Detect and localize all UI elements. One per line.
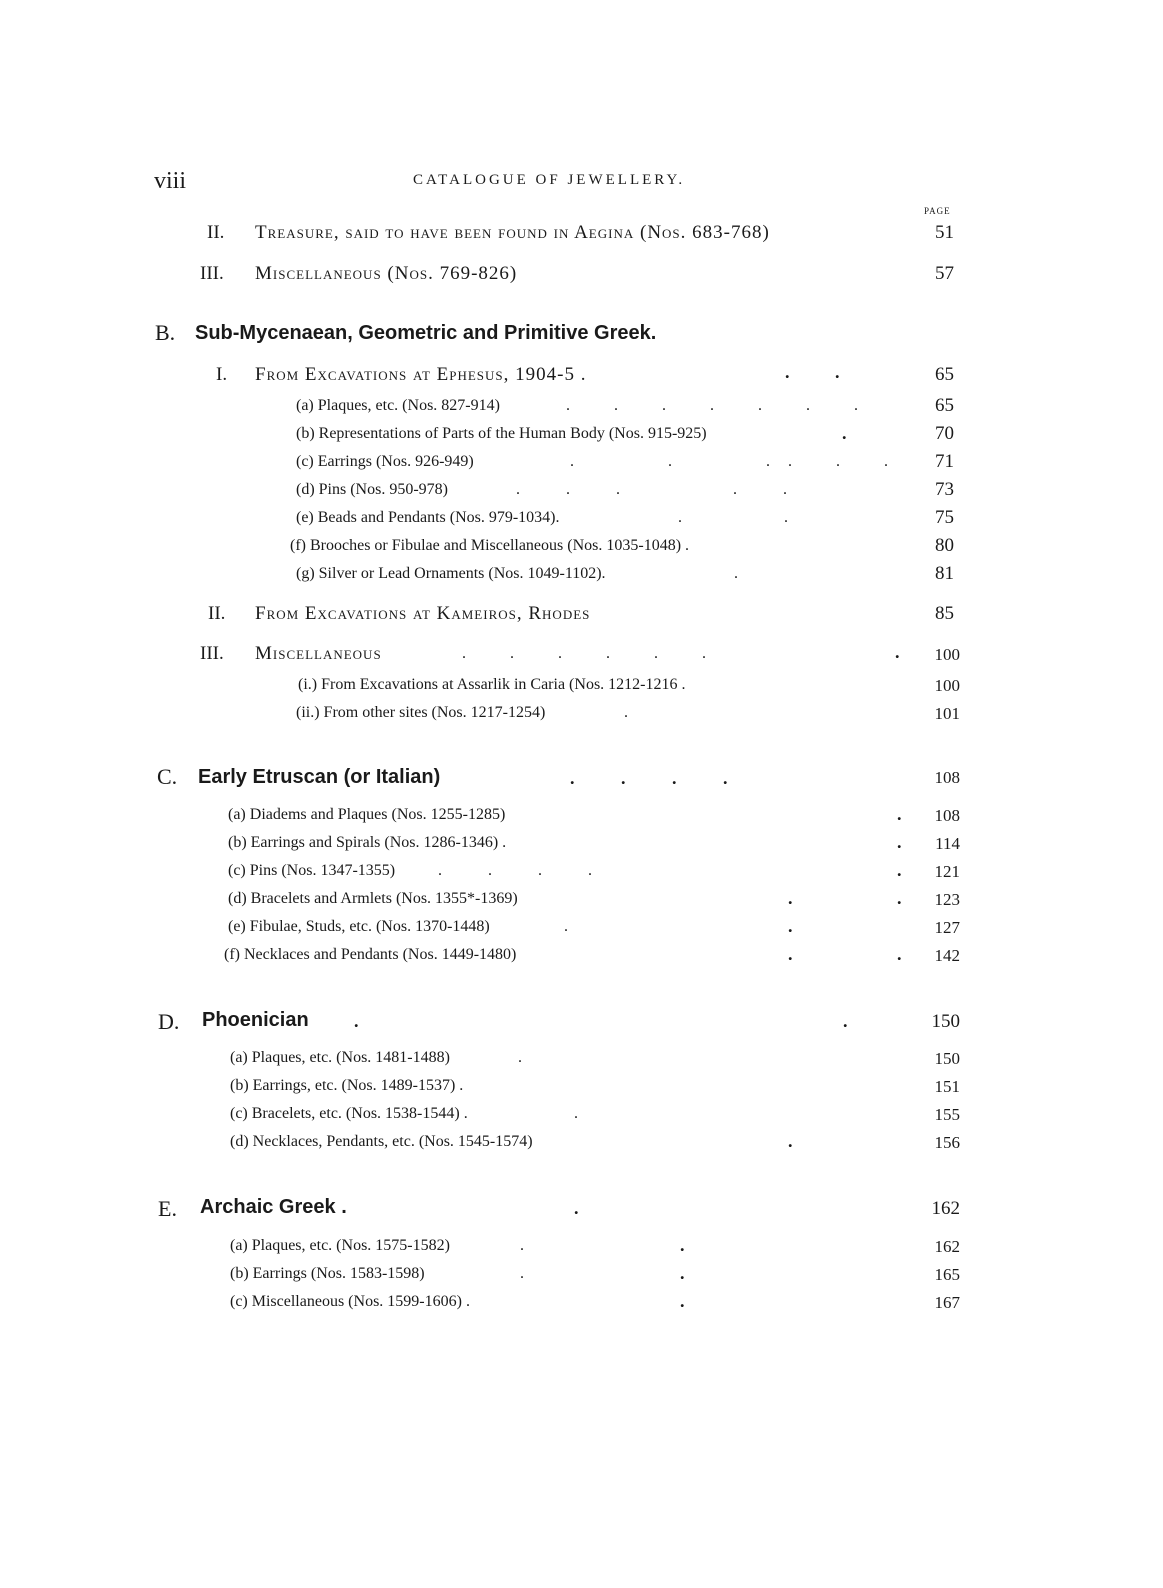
entry-ca-text: (a) Diadems and Plaques (Nos. 1255-1285)	[228, 806, 506, 823]
entry-cf-text: (f) Necklaces and Pendants (Nos. 1449-1480)	[224, 946, 517, 963]
entry-b3i-page: 100	[934, 676, 960, 695]
entry-b3-page: 100	[934, 645, 960, 664]
entry-b3i-text: (i.) From Excavations at Assarlik in Caria (Nos. 1212-1216 .	[298, 676, 686, 693]
entry-b3ii-text: (ii.) From other sites (Nos. 1217-1254)	[296, 704, 546, 721]
entry-db-page: 151	[934, 1077, 960, 1096]
entry-dd-text: (d) Necklaces, Pendants, etc. (Nos. 1545-1574)	[230, 1133, 533, 1150]
leader-dots: . . . . . . .	[566, 397, 858, 414]
entry-ea-page: 162	[934, 1237, 960, 1256]
leader-dots: . . .	[788, 453, 888, 470]
entry-dd-page: 156	[934, 1133, 960, 1152]
entry-b1d-page: 73	[935, 479, 954, 500]
entry-eb-text: (b) Earrings (Nos. 1583-1598)	[230, 1265, 425, 1282]
leader-dot: .	[574, 1198, 579, 1218]
leader-dot: .	[897, 804, 902, 824]
leader-dots: . . .	[516, 481, 620, 498]
leader-dot: .	[680, 1291, 685, 1311]
entry-b1c-text: (c) Earrings (Nos. 926-949)	[296, 453, 474, 470]
entry-ce-text: (e) Fibulae, Studs, etc. (Nos. 1370-1448)	[228, 918, 490, 935]
entry-cb-page: 114	[935, 834, 960, 853]
entry-ea-text: (a) Plaques, etc. (Nos. 1575-1582)	[230, 1237, 450, 1254]
entry-ce-page: 127	[934, 918, 960, 937]
leader-dot: .	[354, 1011, 359, 1031]
section-d-title: Phoenician	[202, 1009, 309, 1031]
entry-b2-page: 85	[935, 603, 954, 624]
entry-b1g-text: (g) Silver or Lead Ornaments (Nos. 1049-1102).	[296, 565, 606, 582]
entry-db-text: (b) Earrings, etc. (Nos. 1489-1537) .	[230, 1077, 464, 1094]
entry-b1a-text: (a) Plaques, etc. (Nos. 827-914)	[296, 397, 500, 414]
entry-da-page: 150	[934, 1049, 960, 1068]
leader-dot: .	[835, 362, 840, 382]
page-column-label: PAGE	[924, 206, 951, 216]
leader-dots: .	[624, 704, 628, 721]
leader-dot: .	[895, 642, 900, 662]
section-d-page: 150	[931, 1011, 960, 1032]
leader-dots: .	[520, 1237, 524, 1254]
entry-b1-title: From Excavations at Ephesus, 1904-5 .	[255, 364, 587, 385]
leader-dots: . . .	[570, 453, 770, 470]
leader-dots: .	[518, 1049, 522, 1066]
section-d-letter: D.	[158, 1009, 180, 1034]
section-c-letter: C.	[157, 764, 178, 789]
entry-cc-text: (c) Pins (Nos. 1347-1355)	[228, 862, 396, 879]
section-c-title: Early Etruscan (or Italian)	[198, 766, 441, 788]
leader-dots: .	[734, 565, 738, 582]
entry-b1e-text: (e) Beads and Pendants (Nos. 979-1034).	[296, 509, 560, 526]
section-b-letter: B.	[155, 320, 176, 345]
entry-b1c-page: 71	[935, 451, 954, 472]
leader-dot: .	[788, 1131, 793, 1151]
leader-dots: . .	[733, 481, 787, 498]
leader-dot: .	[897, 944, 902, 964]
entry-cc-page: 121	[934, 862, 960, 881]
leader-dot: .	[680, 1235, 685, 1255]
entry-b3-numeral: III.	[200, 643, 224, 664]
entry-b3-title: Miscellaneous	[255, 643, 382, 664]
entry-cb-text: (b) Earrings and Spirals (Nos. 1286-1346) .	[228, 834, 507, 851]
page-folio: viii	[154, 168, 187, 194]
leader-dots: .	[520, 1265, 524, 1282]
entry-a2-page: 51	[935, 222, 954, 243]
entry-b1f-text: (f) Brooches or Fibulae and Miscellaneous (Nos. 1035-1048) .	[290, 537, 690, 554]
entry-ec-page: 167	[934, 1293, 960, 1312]
leader-dot: .	[842, 423, 847, 443]
entry-b2-numeral: II.	[208, 603, 226, 624]
leader-dot: .	[897, 888, 902, 908]
entry-eb-page: 165	[934, 1265, 960, 1284]
leader-dot: .	[843, 1011, 848, 1031]
entry-b2-title: From Excavations at Kameiros, Rhodes	[255, 603, 591, 624]
entry-da-text: (a) Plaques, etc. (Nos. 1481-1488)	[230, 1049, 450, 1066]
leader-dots: .	[564, 918, 568, 935]
entry-a2-title: Treasure, said to have been found in Aegina (Nos. 683-768)	[255, 222, 770, 243]
entry-ca-page: 108	[934, 806, 960, 825]
leader-dot: .	[897, 860, 902, 880]
section-b-title: Sub-Mycenaean, Geometric and Primitive Greek.	[195, 322, 657, 344]
entry-a3-page: 57	[935, 263, 954, 284]
entry-b1b-page: 70	[935, 423, 954, 444]
leader-dot: .	[897, 832, 902, 852]
section-e-page: 162	[931, 1198, 960, 1219]
entry-b1-numeral: I.	[216, 364, 228, 385]
entry-dc-text: (c) Bracelets, etc. (Nos. 1538-1544) .	[230, 1105, 468, 1122]
leader-dots: . . . .	[570, 768, 728, 788]
entry-b1f-page: 80	[935, 535, 954, 556]
entry-dc-page: 155	[934, 1105, 960, 1124]
leader-dots: .	[574, 1105, 578, 1122]
leader-dot: .	[788, 944, 793, 964]
leader-dot: .	[785, 362, 790, 382]
section-e-title: Archaic Greek .	[200, 1196, 347, 1218]
leader-dot: .	[788, 888, 793, 908]
leader-dot: .	[680, 1263, 685, 1283]
entry-a3-numeral: III.	[200, 263, 224, 284]
section-c-page: 108	[934, 768, 960, 787]
entry-cf-page: 142	[934, 946, 960, 965]
entry-b1a-page: 65	[935, 395, 954, 416]
leader-dots: . . . .	[438, 862, 592, 879]
leader-dots: . . . . . .	[462, 645, 706, 662]
entry-b1e-page: 75	[935, 507, 954, 528]
entry-b1d-text: (d) Pins (Nos. 950-978)	[296, 481, 448, 498]
section-e-letter: E.	[158, 1196, 177, 1221]
entry-b1g-page: 81	[935, 563, 954, 584]
entry-ec-text: (c) Miscellaneous (Nos. 1599-1606) .	[230, 1293, 470, 1310]
running-title: CATALOGUE OF JEWELLERY.	[413, 172, 686, 188]
entry-a3-title: Miscellaneous (Nos. 769-826)	[255, 263, 518, 284]
entry-b1-page: 65	[935, 364, 954, 385]
entry-b3ii-page: 101	[934, 704, 960, 723]
leader-dots: . .	[678, 509, 788, 526]
entry-b1b-text: (b) Representations of Parts of the Human Body (Nos. 915-925)	[296, 425, 707, 442]
entry-cd-page: 123	[934, 890, 960, 909]
entry-cd-text: (d) Bracelets and Armlets (Nos. 1355*-1369)	[228, 890, 518, 907]
entry-a2-numeral: II.	[207, 222, 225, 243]
leader-dot: .	[788, 916, 793, 936]
